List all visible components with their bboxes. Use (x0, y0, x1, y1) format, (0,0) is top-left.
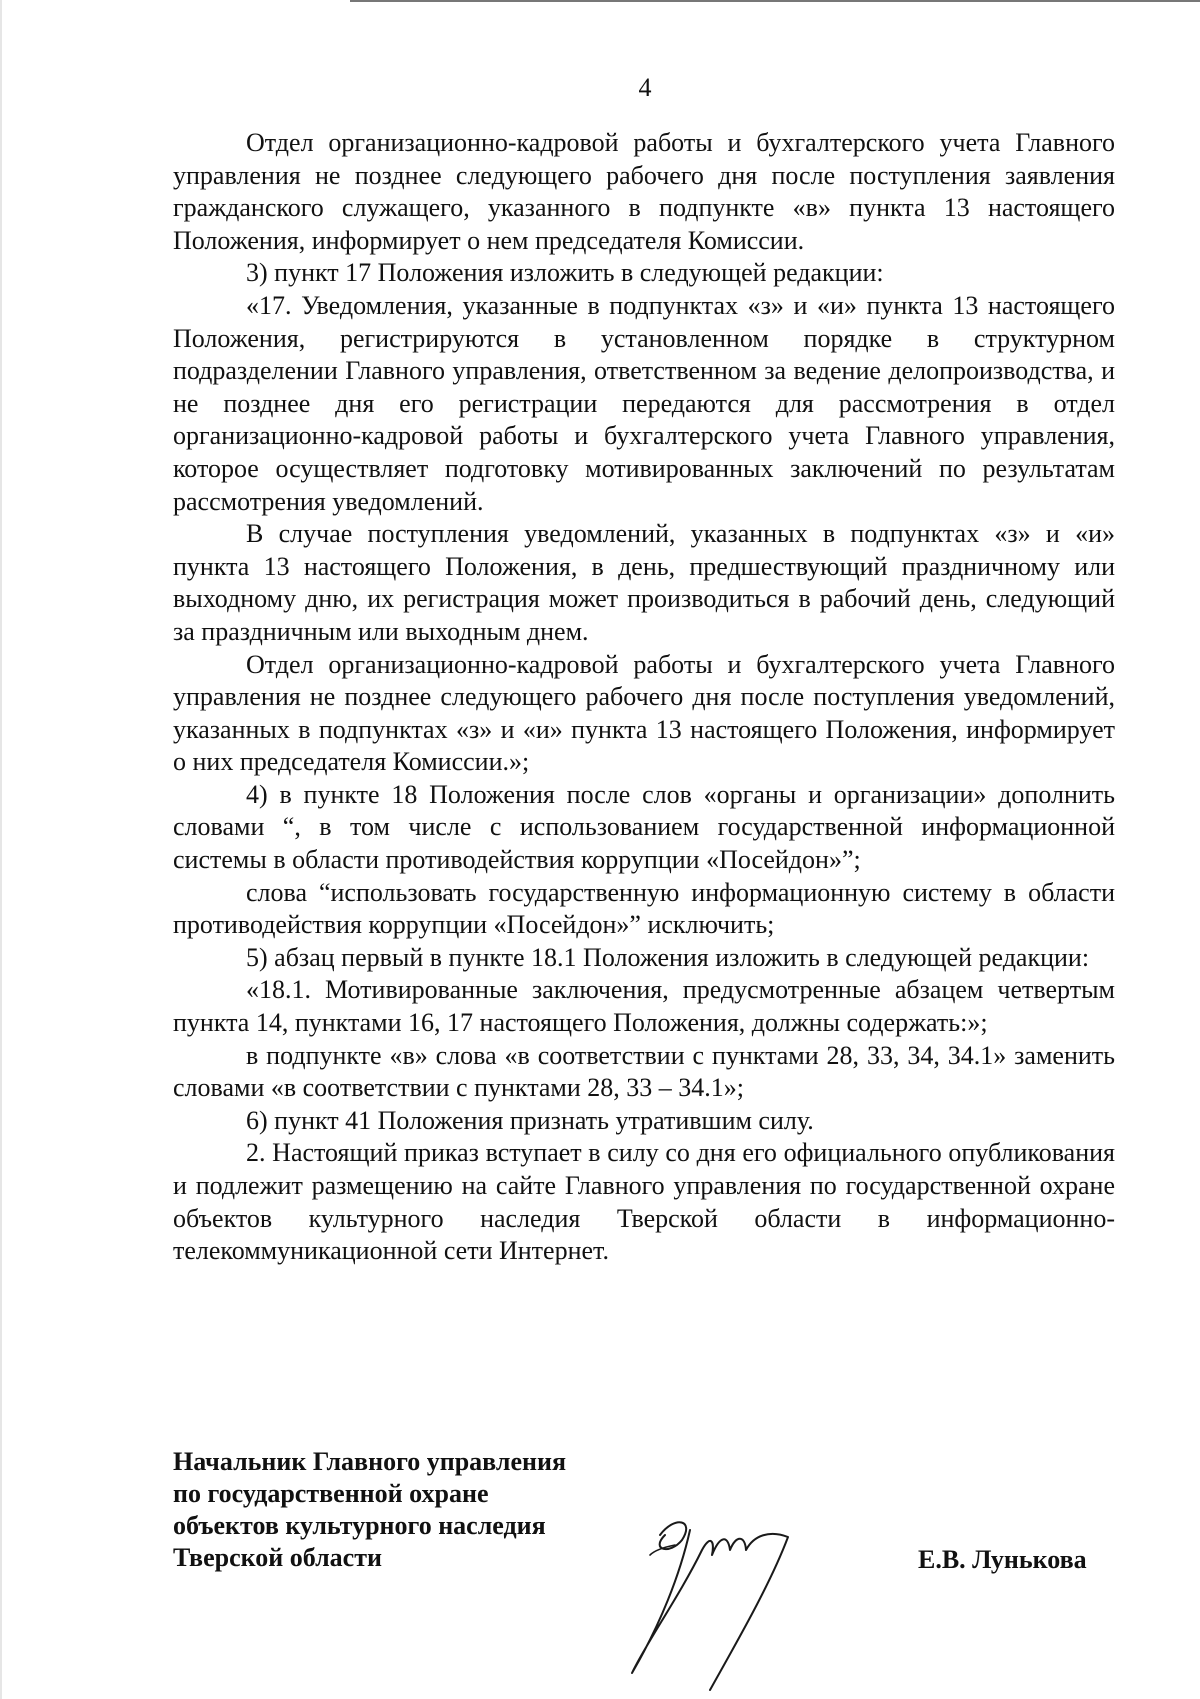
paragraph-10: в подпункте «в» слова «в соответствии с пунктами 28, 33, 34, 34.1» заменить словами «в соответствии с пунктами 28, 33 – 34.1»; (173, 1040, 1115, 1103)
signatory-position-line: по государственной охране (173, 1479, 489, 1508)
paragraph-7: слова “использовать государственную информационную систему в области противодействия коррупции «Посейдон»” исключить; (173, 877, 1115, 940)
signatory-position-line: объектов культурного наследия (173, 1511, 546, 1540)
signatory-position-line: Тверской области (173, 1543, 382, 1572)
paragraph-9: «18.1. Мотивированные заключения, предусмотренные абзацем четвертым пункта 14, пунктами 16, 17 настоящего Положения, должны содержать:»; (173, 975, 1115, 1038)
document-body (173, 127, 1115, 1268)
signatory-name: Е.В. Лунькова (918, 1545, 1087, 1574)
signatory-position (173, 1446, 673, 1574)
signatory-position-line: Начальник Главного управления (173, 1447, 567, 1476)
paragraph-8: 5) абзац первый в пункте 18.1 Положения изложить в следующей редакции: (246, 942, 1090, 972)
paragraph-11: 6) пункт 41 Положения признать утратившим силу. (246, 1105, 814, 1135)
paragraph-2: 3) пункт 17 Положения изложить в следующей редакции: (246, 258, 884, 288)
scan-edge-left (0, 0, 2, 1699)
paragraph-12: 2. Настоящий приказ вступает в силу со дня его официального опубликования и подлежит размещению на сайте Главного управления по государственной охране объектов культурного наследия Тверской области в информационно-телекоммуникационной сети Интернет. (173, 1138, 1115, 1266)
paragraph-5: Отдел организационно-кадровой работы и бухгалтерского учета Главного управления не позднее следующего рабочего дня после поступления уведомлений, указанных в подпунктах «з» и «и» пункта 13 настоящего Положения, информирует о них председателя Комиссии.»; (173, 649, 1115, 777)
paragraph-1: Отдел организационно-кадровой работы и бухгалтерского учета Главного управления не позднее следующего рабочего дня после поступления заявления гражданского служащего, указанного в подпункте «в» пункта 13 настоящего Положения, информирует о нем председателя Комиссии. (173, 128, 1115, 255)
paragraph-6: 4) в пункте 18 Положения после слов «органы и организации» дополнить словами “, в том числе с использованием государственной информационной системы в области противодействия коррупции «Посейдон»”; (173, 779, 1115, 875)
handwritten-signature (620, 1495, 830, 1695)
page-number: 4 (638, 73, 652, 102)
paragraph-4: В случае поступления уведомлений, указанных в подпунктах «з» и «и» пункта 13 настоящего Положения, в день, предшествующий праздничному или выходному дню, их регистрация может производиться в рабочий день, следующий за праздничным или выходным днем. (173, 519, 1115, 646)
paragraph-3: «17. Уведомления, указанные в подпунктах «з» и «и» пункта 13 настоящего Положения, регистрируются в установленном порядке в структурном подразделении Главного управления, ответственном за ведение делопроизводства, и не позднее дня его регистрации передаются для рассмотрения в отдел организационно-кадровой работы и бухгалтерского учета Главного управления, которое осуществляет подготовку мотивированных заключений по результатам рассмотрения уведомлений. (173, 290, 1115, 516)
scan-edge-top (350, 0, 1200, 2)
